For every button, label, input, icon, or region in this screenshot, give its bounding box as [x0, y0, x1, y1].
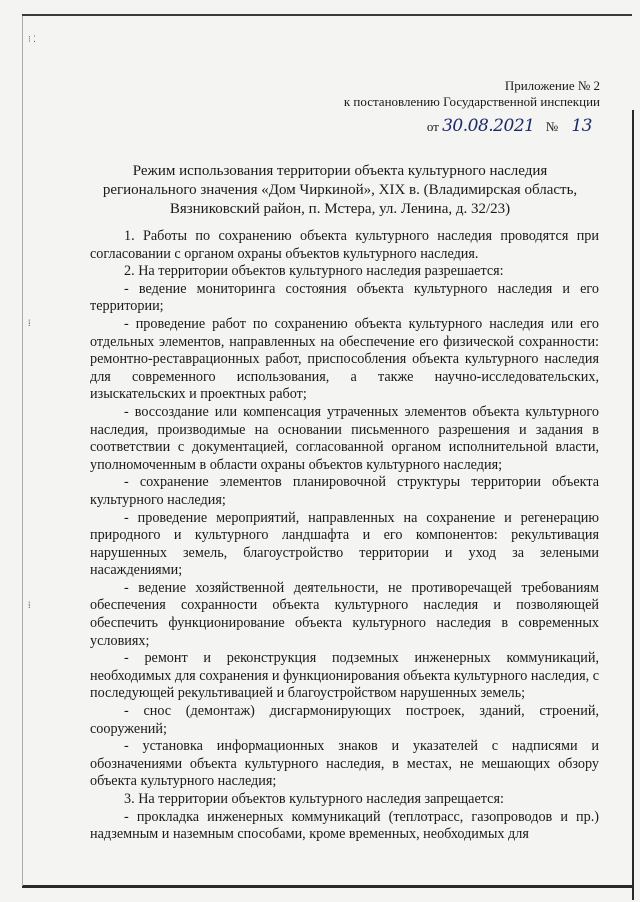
paragraph: 2. На территории объектов культурного наследия разрешается: [124, 263, 504, 280]
list-item: - проведение работ по сохранению объекта культурного наследия или его отдельных элементов, направленных на обеспечение его физической сохранности: ремонтно-реставрационных работ, приспособления объекта культурного наследия для современного использования, а также научно-исследовательских, изыскательских и проектных работ; [90, 315, 599, 403]
list-item: - снос (демонтаж) дисгармонирующих построек, зданий, строений, сооружений; [90, 703, 599, 737]
appendix-header [344, 78, 600, 110]
list-item: - сохранение элементов планировочной структуры территории объекта культурного наследия; [90, 474, 599, 508]
list-item: - воссоздание или компенсация утраченных элементов объекта культурного наследия, производимые на основании письменного разрешения и задания в соответствии с документацией, согласованной органом исполнительной власти, уполномоченным в области охраны объектов культурного наследия; [90, 403, 599, 473]
title-line-3: Вязниковский район, п. Мстера, ул. Ленина, д. 32/23) [169, 201, 511, 217]
handwritten-number: 13 [571, 116, 592, 136]
scan-artifact: ⁞ [28, 318, 31, 328]
scan-left-edge [22, 16, 23, 886]
list-item: - проведение мероприятий, направленных на сохранение и регенерацию природного и культурного ландшафта и его компонентов: рекультивация нарушенных земель, благоустройство территории и уход за зелеными насаждениями; [90, 509, 599, 579]
title-line-1: Режим использования территории объекта культурного наследия [132, 163, 548, 179]
scan-edge-bottom [22, 885, 634, 888]
scan-edge-right [632, 110, 634, 900]
paragraph: 3. На территории объектов культурного наследия запрещается: [124, 791, 504, 807]
document-body [90, 228, 599, 844]
scan-artifact: ⁞ [28, 600, 31, 610]
date-number-line [427, 116, 592, 136]
appendix-reference: к постановлению Государственной инспекции [343, 94, 600, 109]
from-label: от [426, 119, 439, 134]
list-item: - ведение хозяйственной деятельности, не противоречащей требованиям обеспечения сохранности объекта культурного наследия и позволяющей обеспечить функционирование объекта культурного наследия в современных условиях; [90, 579, 599, 649]
paragraph: 1. Работы по сохранению объекта культурного наследия проводятся при согласовании с органом охраны объектов культурного наследия. [90, 228, 599, 262]
scan-edge-top [22, 14, 632, 16]
title-line-2: регионального значения «Дом Чиркиной», XIX в. (Владимирская область, [102, 182, 578, 198]
number-label: № [545, 119, 559, 134]
document-title [95, 162, 585, 219]
list-item: - ведение мониторинга состояния объекта культурного наследия и его территории; [90, 280, 599, 315]
handwritten-date: 30.08.2021 [442, 116, 535, 136]
list-item: - ремонт и реконструкция подземных инженерных коммуникаций, необходимых для сохранения и функционирования объекта культурного наследия, с последующей рекультивацией и благоустройством нарушенных земель; [90, 650, 599, 702]
appendix-number: Приложение № 2 [504, 78, 600, 93]
list-item: - прокладка инженерных коммуникаций (теплотрасс, газопроводов и пр.) надземным и наземным способами, кроме временных, необходимых для [90, 808, 599, 843]
scan-artifact: ⁝ ⁚ [28, 34, 36, 44]
list-item: - установка информационных знаков и указателей с надписями и обозначениями объекта культурного наследия, в местах, не мешающих обзору объекта культурного наследия; [90, 738, 599, 790]
